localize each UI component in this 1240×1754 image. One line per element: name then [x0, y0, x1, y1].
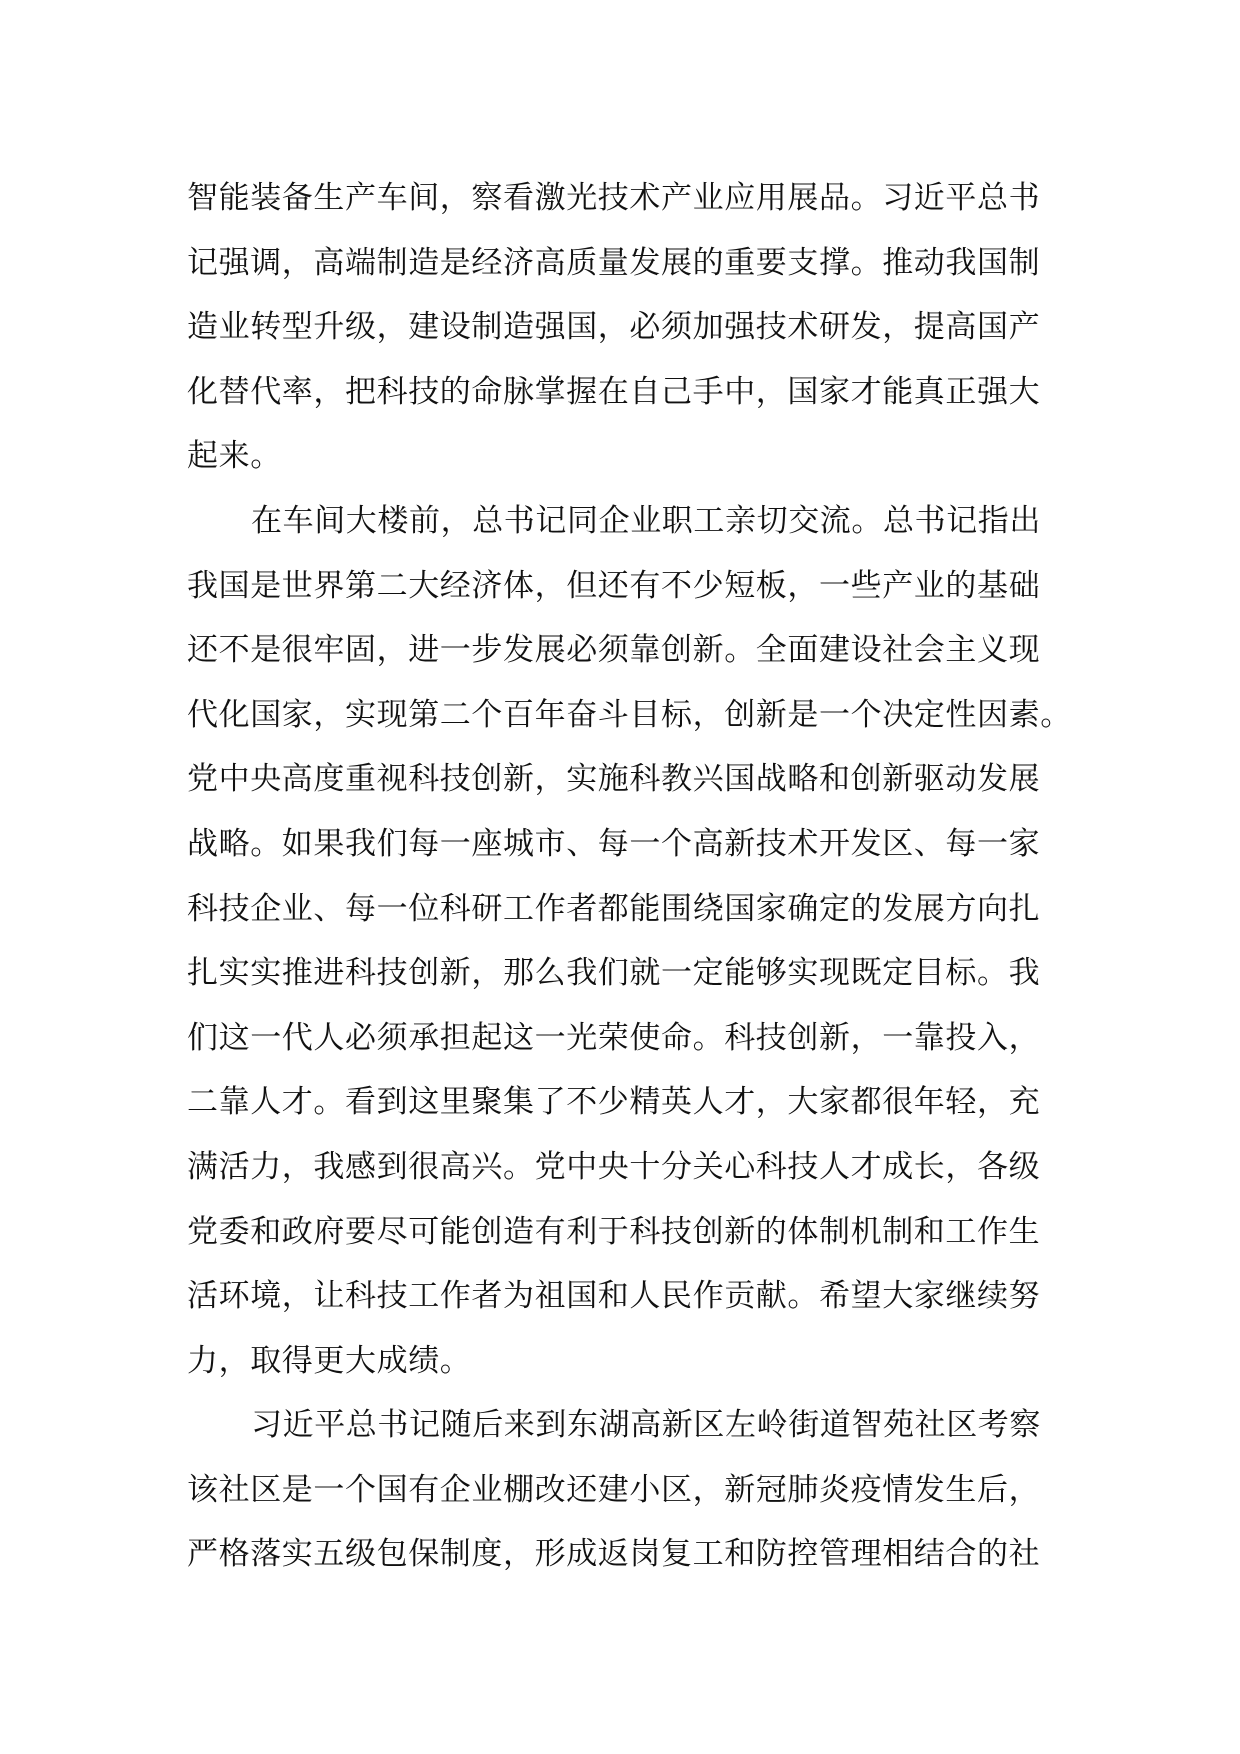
document-text — [187, 166, 1072, 1587]
text-line: 代化国家，实现第二个百年奋斗目标，创新是一个决定性因素。 — [187, 696, 1072, 733]
text-line: 造业转型升级，建设制造强国，必须加强技术研发，提高国产 — [187, 309, 1041, 346]
text-line: 二靠人才。看到这里聚集了不少精英人才，大家都很年轻，充 — [187, 1084, 1041, 1121]
paragraph-start-line: 在车间大楼前，总书记同企业职工亲切交流。总书记指出 — [251, 502, 1041, 539]
text-line: 力，取得更大成绩。 — [187, 1342, 472, 1379]
text-line: 起来。 — [187, 438, 282, 475]
text-line: 党委和政府要尽可能创造有利于科技创新的体制机制和工作生 — [187, 1213, 1041, 1250]
text-line: 记强调，高端制造是经济高质量发展的重要支撑。推动我国制 — [187, 244, 1041, 281]
text-line: 严格落实五级包保制度，形成返岗复工和防控管理相结合的社 — [187, 1536, 1041, 1573]
text-line: 化替代率，把科技的命脉掌握在自己手中，国家才能真正强大 — [187, 373, 1041, 410]
text-line: 党中央高度重视科技创新，实施科教兴国战略和创新驱动发展 — [187, 761, 1041, 798]
text-line: 还不是很牢固，进一步发展必须靠创新。全面建设社会主义现 — [187, 632, 1041, 669]
paragraph-start-line: 习近平总书记随后来到东湖高新区左岭街道智苑社区考察 — [251, 1407, 1041, 1444]
text-line: 满活力，我感到很高兴。党中央十分关心科技人才成长，各级 — [187, 1148, 1041, 1185]
text-line: 扎实实推进科技创新，那么我们就一定能够实现既定目标。我 — [187, 955, 1041, 992]
text-line: 智能装备生产车间，察看激光技术产业应用展品。习近平总书 — [187, 180, 1041, 216]
text-line: 活环境，让科技工作者为祖国和人民作贡献。希望大家继续努 — [187, 1278, 1041, 1315]
text-line: 科技企业、每一位科研工作者都能围绕国家确定的发展方向扎 — [187, 890, 1041, 927]
text-line: 们这一代人必须承担起这一光荣使命。科技创新，一靠投入， — [187, 1019, 1041, 1056]
text-line: 战略。如果我们每一座城市、每一个高新技术开发区、每一家 — [187, 825, 1041, 862]
text-line: 该社区是一个国有企业棚改还建小区，新冠肺炎疫情发生后， — [187, 1471, 1041, 1508]
text-line: 我国是世界第二大经济体，但还有不少短板，一些产业的基础 — [187, 567, 1041, 604]
